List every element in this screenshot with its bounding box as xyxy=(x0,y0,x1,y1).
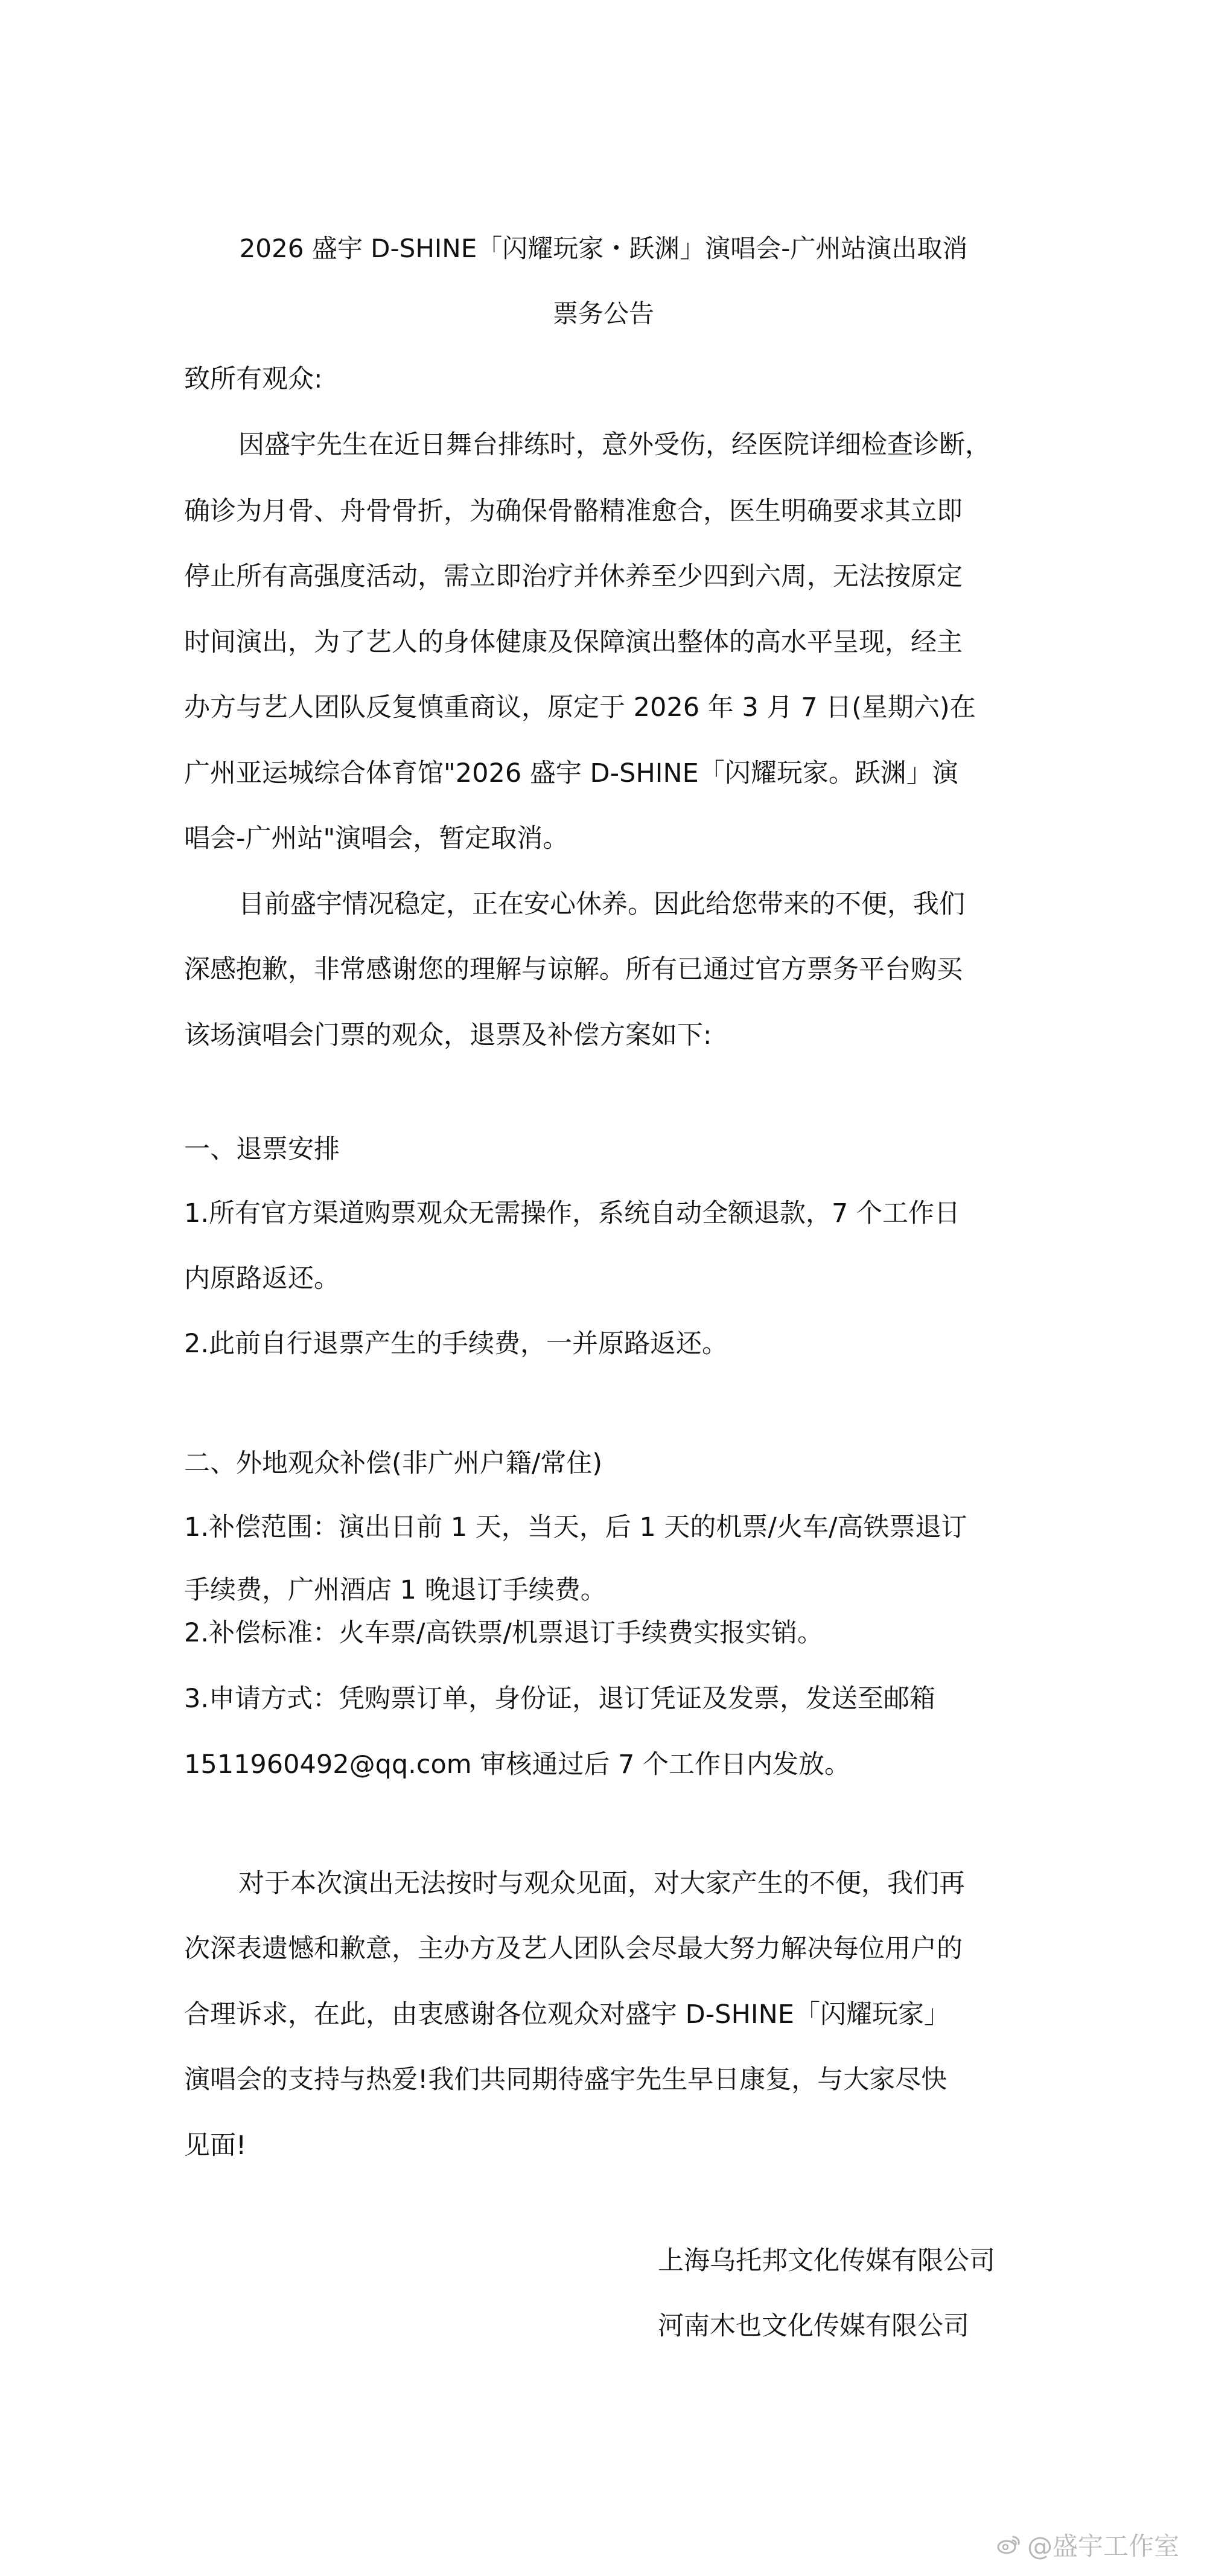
paragraph-line: 唱会-广州站"演唱会，暂定取消。 xyxy=(184,823,569,854)
closing-line: 见面! xyxy=(184,2130,247,2161)
paragraph-line: 该场演唱会门票的观众，退票及补偿方案如下: xyxy=(184,1020,712,1050)
compensation-item-line: 手续费，广州酒店 1 晚退订手续费。 xyxy=(184,1575,607,1605)
compensation-item-line: 2.补偿标准：火车票/高铁票/机票退订手续费实报实销。 xyxy=(184,1618,824,1648)
paragraph-line: 确诊为月骨、舟骨骨折，为确保骨骼精准愈合，医生明确要求其立即 xyxy=(184,496,963,526)
closing-line: 演唱会的支持与热爱!我们共同期待盛宇先生早日康复，与大家尽快 xyxy=(184,2065,947,2095)
announcement-title-line-2: 票务公告 xyxy=(552,299,654,328)
compensation-section-heading: 二、外地观众补偿(非广州户籍/常住) xyxy=(184,1448,603,1478)
refund-item-line: 2.此前自行退票产生的手续费，一并原路返还。 xyxy=(184,1329,728,1359)
watermark-text: @盛宇工作室 xyxy=(1027,2531,1180,2561)
paragraph-line: 办方与艺人团队反复慎重商议，原定于 2026 年 3 月 7 日(星期六)在 xyxy=(184,692,976,723)
weibo-watermark xyxy=(996,2526,1179,2563)
compensation-item-line: 1.补偿范围：演出日前 1 天，当天，后 1 天的机票/火车/高铁票退订 xyxy=(184,1512,967,1542)
weibo-icon xyxy=(996,2531,1022,2558)
compensation-item-line: 3.申请方式：凭购票订单，身份证，退订凭证及发票，发送至邮箱 xyxy=(184,1684,936,1714)
paragraph-line: 因盛宇先生在近日舞台排练时，意外受伤，经医院详细检查诊断， xyxy=(238,430,991,460)
paragraph-line: 目前盛宇情况稳定，正在安心休养。因此给您带来的不便，我们 xyxy=(238,889,965,919)
paragraph-line: 深感抱歉，非常感谢您的理解与谅解。所有已通过官方票务平台购买 xyxy=(184,954,963,985)
closing-line: 次深表遗憾和歉意，主办方及艺人团队会尽最大努力解决每位用户的 xyxy=(184,1934,963,1964)
company-signature: 河南木也文化传媒有限公司 xyxy=(658,2311,969,2341)
company-signature: 上海乌托邦文化传媒有限公司 xyxy=(658,2246,995,2276)
refund-item-line: 1.所有官方渠道购票观众无需操作，系统自动全额退款，7 个工作日 xyxy=(184,1198,961,1229)
announcement-title-line-1: 2026 盛宇 D-SHINE「闪耀玩家・跃渊」演唱会-广州站演出取消 xyxy=(239,234,968,263)
refund-item-line: 内原路返还。 xyxy=(184,1264,340,1294)
refund-section-heading: 一、退票安排 xyxy=(184,1134,340,1165)
closing-line: 合理诉求，在此，由衷感谢各位观众对盛宇 D-SHINE「闪耀玩家」 xyxy=(184,1999,950,2030)
closing-line: 对于本次演出无法按时与观众见面，对大家产生的不便，我们再 xyxy=(238,1868,965,1899)
paragraph-line: 停止所有高强度活动，需立即治疗并休养至少四到六周，无法按原定 xyxy=(184,561,963,592)
paragraph-line: 时间演出，为了艺人的身体健康及保障演出整体的高水平呈现，经主 xyxy=(184,627,963,657)
paragraph-line: 广州亚运城综合体育馆"2026 盛宇 D-SHINE「闪耀玩家。跃渊」演 xyxy=(184,758,958,788)
salutation: 致所有观众: xyxy=(184,364,323,394)
compensation-email-line: 1511960492@qq.com 审核通过后 7 个工作日内发放。 xyxy=(184,1750,851,1780)
